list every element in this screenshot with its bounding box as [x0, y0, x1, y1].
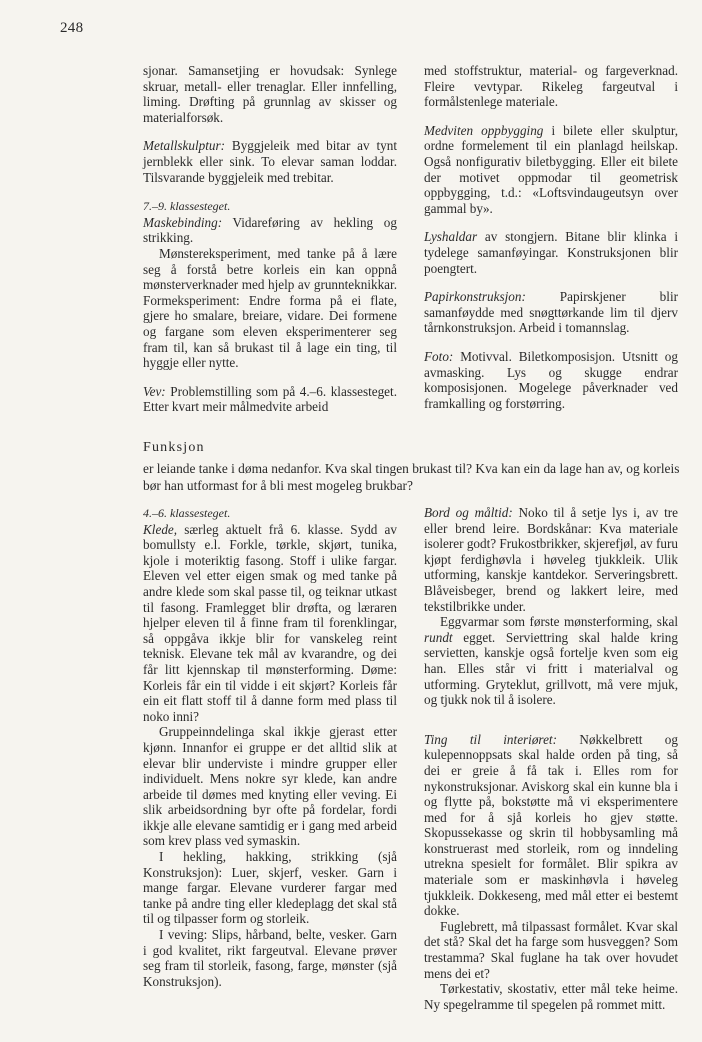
papirkonstruksjon-heading: Papirkonstruksjon:: [424, 289, 526, 305]
ting-heading: Ting til interiøret:: [424, 731, 557, 747]
metallskulptur-heading: Metallskulptur:: [143, 138, 226, 154]
paragraph-eggvarmar: [424, 614, 678, 708]
papirkonstruksjon-text: Papirskjener blir samanføydde med snøgttørkande lim til djerv tårnkonstruksjon. Arbeid i tomannslag.: [424, 289, 678, 336]
paragraph-lyshaldar: [424, 229, 678, 276]
foto-text: Motivval. Biletkomposisjon. Utsnitt og avmasking. Lys og skugge endrar komposisjonen. Mogelege påverknader ved framkalling og forstørring.: [424, 348, 678, 411]
eggvarmar-rundt: rundt: [424, 629, 453, 645]
paragraph-medviten-oppbygging: [424, 123, 678, 217]
bottom-left-column: [143, 505, 397, 989]
section-intro: er leiande tanke i døma nedanfor. Kva skal tingen brukast til? Kva kan ein da lage han av, og korleis bør han utformast for å bli mest mogeleg brukbar?: [143, 461, 680, 493]
maskebinding-text: Vidareføring av hekling og strikking.: [143, 214, 397, 246]
klede-text: særleg aktuelt frå 6. klasse. Sydd av bomullsty e.l. Forkle, tørkle, skjørt, tunika, kjole i moteriktig fasong. Stoff i ulike fargar. Eleven vel etter eigen smak og med tanke på andre klede som skal passe til, og teiknar utkast til fasong. Framlegget blir drøfta, og læraren hjelper eleven til å finne fram til forenklingar, så oppgåva ikkje blir for vanskeleg reint teknisk. Elevane tek mål av kvarandre, og dei får litt kjennskap til mønsterforming. Døme: Korleis får ein til vidde i eit skjørt? Korleis får ein eit flatt stoff til å danne form med plass til noko inni?: [143, 521, 397, 724]
grade-heading-4-6: [143, 505, 397, 522]
klede-heading: Klede,: [143, 521, 178, 537]
bord-heading: Bord og måltid:: [424, 505, 513, 520]
paragraph-klede: [143, 522, 397, 725]
top-right-column: [424, 63, 678, 411]
grade-label: 4.–6. klassesteget.: [143, 506, 231, 520]
medviten-text: i bilete eller skulptur, ordne formelement til ein planlagd heilskap. Også nonfigurativ biletbygging. Eller eit bilete der motivet oppmodar til geometrisk oppbygging, t.d.: «Loftsvindaugeutsyn over gammal by».: [424, 122, 678, 216]
paragraph-gruppeinndeling: Gruppeinndelinga skal ikkje gjerast etter kjønn. Innanfor ei gruppe er det alltid slik at elevar blir underviste i mindre grupper eller individuelt. Mens nokre syr klede, kan andre arbeide til dømes med knyting eller veving. Ei slik arbeidsordning byr ofte på fordelar, fordi ikkje alle elevane samtidig er i gang med arbeid som krev plass ved symaskin.: [143, 724, 397, 849]
foto-heading: Foto:: [424, 348, 454, 364]
maskebinding-heading: Maskebinding:: [143, 214, 223, 230]
page-number: 248: [60, 20, 84, 36]
paragraph-papirkonstruksjon: [424, 289, 678, 336]
vev-heading: Vev:: [143, 383, 166, 399]
paragraph-samansetjing: sjonar. Samansetjing er hovudsak: Synlege skruar, metall- eller trenaglar. Eller innfelling, liming. Drøfting på grunnlag av skisser og materialforsøk.: [143, 63, 397, 125]
grade-heading-7-9: [143, 198, 397, 215]
grade-label: 7.–9. klassesteget.: [143, 199, 231, 214]
bottom-right-column: [424, 505, 678, 1012]
lyshaldar-text: av stongjern. Bitane blir klinka i tydelege samanføyingar. Konstruksjonen blir poengtert.: [424, 229, 678, 276]
eggvarmar-text-a: Eggvarmar som første mønsterforming, skal: [440, 614, 678, 630]
medviten-heading: Medviten oppbygging: [424, 122, 544, 138]
paragraph-fuglebrett: Fuglebrett, må tilpassast formålet. Kvar skal det stå? Skal det ha farge som husveggen? Som trestamma? Skal fuglane ha tak over hovudet mens dei et?: [424, 918, 678, 981]
paragraph-vev: [143, 384, 397, 415]
paragraph-veving: I veving: Slips, hårband, belte, vesker. Garn i god kvalitet, rikt fargeutval. Elevane prøver seg fram til storleik, fasong, farge, mønster (sjå Konstruksjon).: [143, 927, 397, 989]
top-left-column: [143, 63, 397, 415]
vev-text: Problemstilling som på 4.–6. klassesteget. Etter kvart meir målmedvite arbeid: [143, 383, 397, 415]
paragraph-foto: [424, 349, 678, 411]
lyshaldar-heading: Lyshaldar: [424, 229, 478, 245]
ting-text: Nøkkelbrett og kulepennoppsats skal halde orden på ting, så dei er greie å få tak i. Elles rom for nykonstruksjonar. Aviskorg skal ein kunne bla i og flytte på, bokstøtte må vi eksperimentere med for å sjå korleis ho gjev støtte. Skopussekasse og skrin til hobbysamling må konstruerast med storleik, rom og inndeling utrekna spesielt for formålet. Blir spikra av materiale som er maskinhøvla i høveleg tjukkleik. Dokkeseng, med mål etter ei bestemt dokke.: [424, 731, 678, 919]
section-title-funksjon: Funksjon: [143, 440, 205, 455]
paragraph-maskebinding: [143, 215, 397, 246]
paragraph-ting-til-interioret: [424, 732, 678, 919]
paragraph-bord-og-maltid: [424, 505, 678, 614]
paragraph-monstereksperiment: Mønstereksperiment, med tanke på å lære seg å forstå betre korleis ein kan oppnå mønsterverknader med hjelp av grunnteknikkar. Formeksperiment: Endre forma på ei flate, gjere ho smalare, breiare, vidare. Dei formene og fargane som eleven eksperimenterer seg fram til, kan så brukast til å lage ein ting, til hyggje eller nytte.: [143, 245, 397, 371]
paragraph-torkestativ: Tørkestativ, skostativ, etter mål teke heime. Ny spegelramme til spegelen på rommet mitt.: [424, 981, 678, 1012]
metallskulptur-text: Byggjeleik med bitar av tynt jernblekk eller sink. To elevar saman loddar. Tilsvarande byggjeleik med trebitar.: [143, 138, 397, 185]
paragraph-hekling: I hekling, hakking, strikking (sjå Konstruksjon): Luer, skjerf, vesker. Garn i mange fargar. Elevane vurderer fargar med tanke på andre ting eller kledeplagg det skal stå til og tilpasser form og storleik.: [143, 849, 397, 927]
eggvarmar-text-b: egget. Serviettring skal halde kring servietten, kanskje også fortelje kven som eig han. Elles står vi fritt i materialval og utforming. Gryteklut, grillvott, må vere mjuk, og tjukk nok til å isolere.: [424, 629, 678, 708]
bord-text: Noko til å setje lys i, av tre eller brend leire. Bordskånar: Kva materiale isolerer godt? Frukostbrikker, skjerefjøl, av furu kjøpt ferdighøvla i høveleg tjukkleik. Ulik utforming, kanskje kantdekor. Serveringsbrett. Blåveisbeger, brend og lakkert leire, med tekstilbrikke under.: [424, 505, 678, 614]
paragraph-metallskulptur: [143, 138, 397, 185]
paragraph-stoffstruktur: med stoffstruktur, material- og fargeverknad. Fleire vevtypar. Rikeleg fargeutval i formålstenlege materiale.: [424, 63, 678, 110]
